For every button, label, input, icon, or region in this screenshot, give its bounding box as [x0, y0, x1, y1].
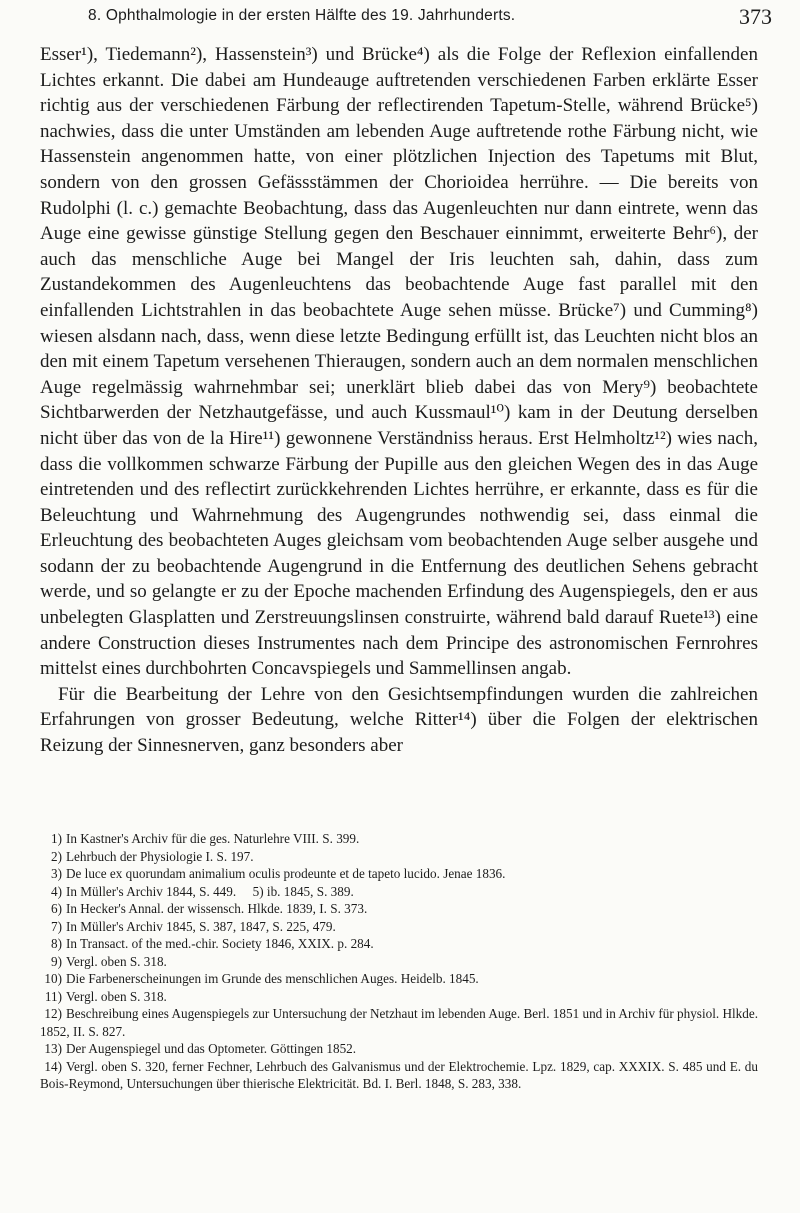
footnote — [40, 1093, 758, 1111]
running-title: 8. Ophthalmologie in der ersten Hälfte des 19. Jahrhunderts. — [88, 7, 516, 24]
footnote: 6) In Hecker's Annal. der wissensch. Hlkde. 1839, I. S. 373. — [51, 901, 368, 916]
footnote: 4) In Müller's Archiv 1844, S. 449. 5) ib. 1845, S. 389. — [51, 883, 354, 899]
footnote: 13) Der Augenspiegel und das Optometer. Göttingen 1852. — [44, 1041, 357, 1056]
footnote: 9) Vergl. oben S. 318. — [51, 953, 167, 969]
footnote: 3) De luce ex quorundam animalium oculis prodeunte et de tapeto lucido. Jenae 1836. — [51, 866, 506, 881]
page-number: 373 — [739, 4, 772, 29]
footnote: 10) Die Farbenerscheinungen im Grunde des menschlichen Auges. Heidelb. 1845. — [44, 971, 479, 986]
footnote: 11) Vergl. oben S. 318. — [44, 988, 167, 1004]
footnotes — [40, 830, 758, 1110]
running-header — [88, 4, 772, 38]
footnote: 1) In Kastner's Archiv für die ges. Naturlehre VIII. S. 399. — [51, 831, 360, 846]
paragraph: Für die Bearbeitung der Lehre von den Gesichtsempfindungen wurden die zahlreichen Erfahrungen von grosser Bedeutung, welche Ritter¹⁴) über die Folgen der elektrischen Reizung der Sinnesnerven, ganz besonders aber — [40, 683, 758, 757]
footnote: 7) In Müller's Archiv 1845, S. 387, 1847, S. 225, 479. — [51, 918, 336, 934]
main-text — [40, 42, 758, 759]
footnote: 2) Lehrbuch der Physiologie I. S. 197. — [51, 848, 254, 864]
footnote: 12) Beschreibung eines Augenspiegels zur Untersuchung der Netzhaut im lebenden Auge. Berl. 1851 und in Archiv für physiol. Hlkde. 1852, II. S. 827. — [40, 1006, 758, 1039]
footnote: 14) Vergl. oben S. 320, ferner Fechner, Lehrbuch des Galvanismus und der Elektrochemie. Lpz. 1829, cap. XXXIX. S. 485 und E. du Bois-Reymond, Untersuchungen über thierische Elektricität. Bd. I. Berl. 1848, S. 283, 338. — [40, 1058, 758, 1091]
paragraph: Esser¹), Tiedemann²), Hassenstein³) und Brücke⁴) als die Folge der Reflexion einfallenden Lichtes erkannt. Die dabei am Hundeauge auftretenden verschiedenen Farben erklärte Esser richtig aus der verschiedenen Färbung der reflectirenden Tapetum-Stelle, während Brücke⁵) nachwies, dass die unter Umständen am lebenden Auge auftretende rothe Färbung nicht, wie Hassenstein angenommen hatte, von einer plötzlichen Injection des Tapetums mit Blut, sondern von den grossen Gefässstämmen der Chorioidea herrühre. — Die bereits von Rudolphi (l. c.) gemachte Beobachtung, dass das Augenleuchten nur dann eintrete, wenn das Auge eine gewisse günstige Stellung gegen den Beschauer einnimmt, erweiterte Behr⁶), der auch das menschliche Auge bei Mangel der Iris leuchten sah, dahin, dass zum Zustandekommen des Augenleuchtens das beobachtende Auge fast parallel mit den einfallenden Lichtstrahlen in das beobachtete Auge sehen müsse. Brücke⁷) und Cumming⁸) wiesen alsdann nach, dass, wenn diese letzte Bedingung erfüllt ist, das Leuchten nicht blos an den mit einem Tapetum versehenen Thieraugen, sondern auch an dem normalen menschlichen Auge regelmässig wahrnehmbar sei; unerklärt blieb dabei das von Mery⁹) beobachtete Sichtbarwerden der Netzhautgefässe, und auch Kussmaul¹⁰) kam in der Deutung derselben nicht über das von de la Hire¹¹) gewonnene Verständniss heraus. Erst Helmholtz¹²) wies nach, dass die vollkommen schwarze Färbung der Pupille aus den gleichen Wegen des in das Auge eintretenden und des reflectirt zurückkehrenden Lichtes herrühre, er erkannte, dass es für die Beleuchtung und Wahrnehmung des Augengrundes nothwendig sei, dass einmal die Erleuchtung des beobachteten Auges gleichsam vom beobachtenden Auge selber ausgehe und sodann der zu beobachtende Augengrund in die Entfernung des deutlichen Sehens gebracht werde, und so gelangte er zu der Epoche machenden Erfindung des Augenspiegels, den er aus unbelegten Glasplatten und Zerstreuungslinsen construirte, während bald darauf Ruete¹³) eine andere Construction dieses Instrumentes nach dem Principe des astronomischen Fernrohres mittelst eines durchbohrten Concavspiegels und Sammellinsen angab. — [40, 44, 758, 680]
footnote: 8) In Transact. of the med.-chir. Society 1846, XXIX. p. 284. — [51, 936, 374, 951]
